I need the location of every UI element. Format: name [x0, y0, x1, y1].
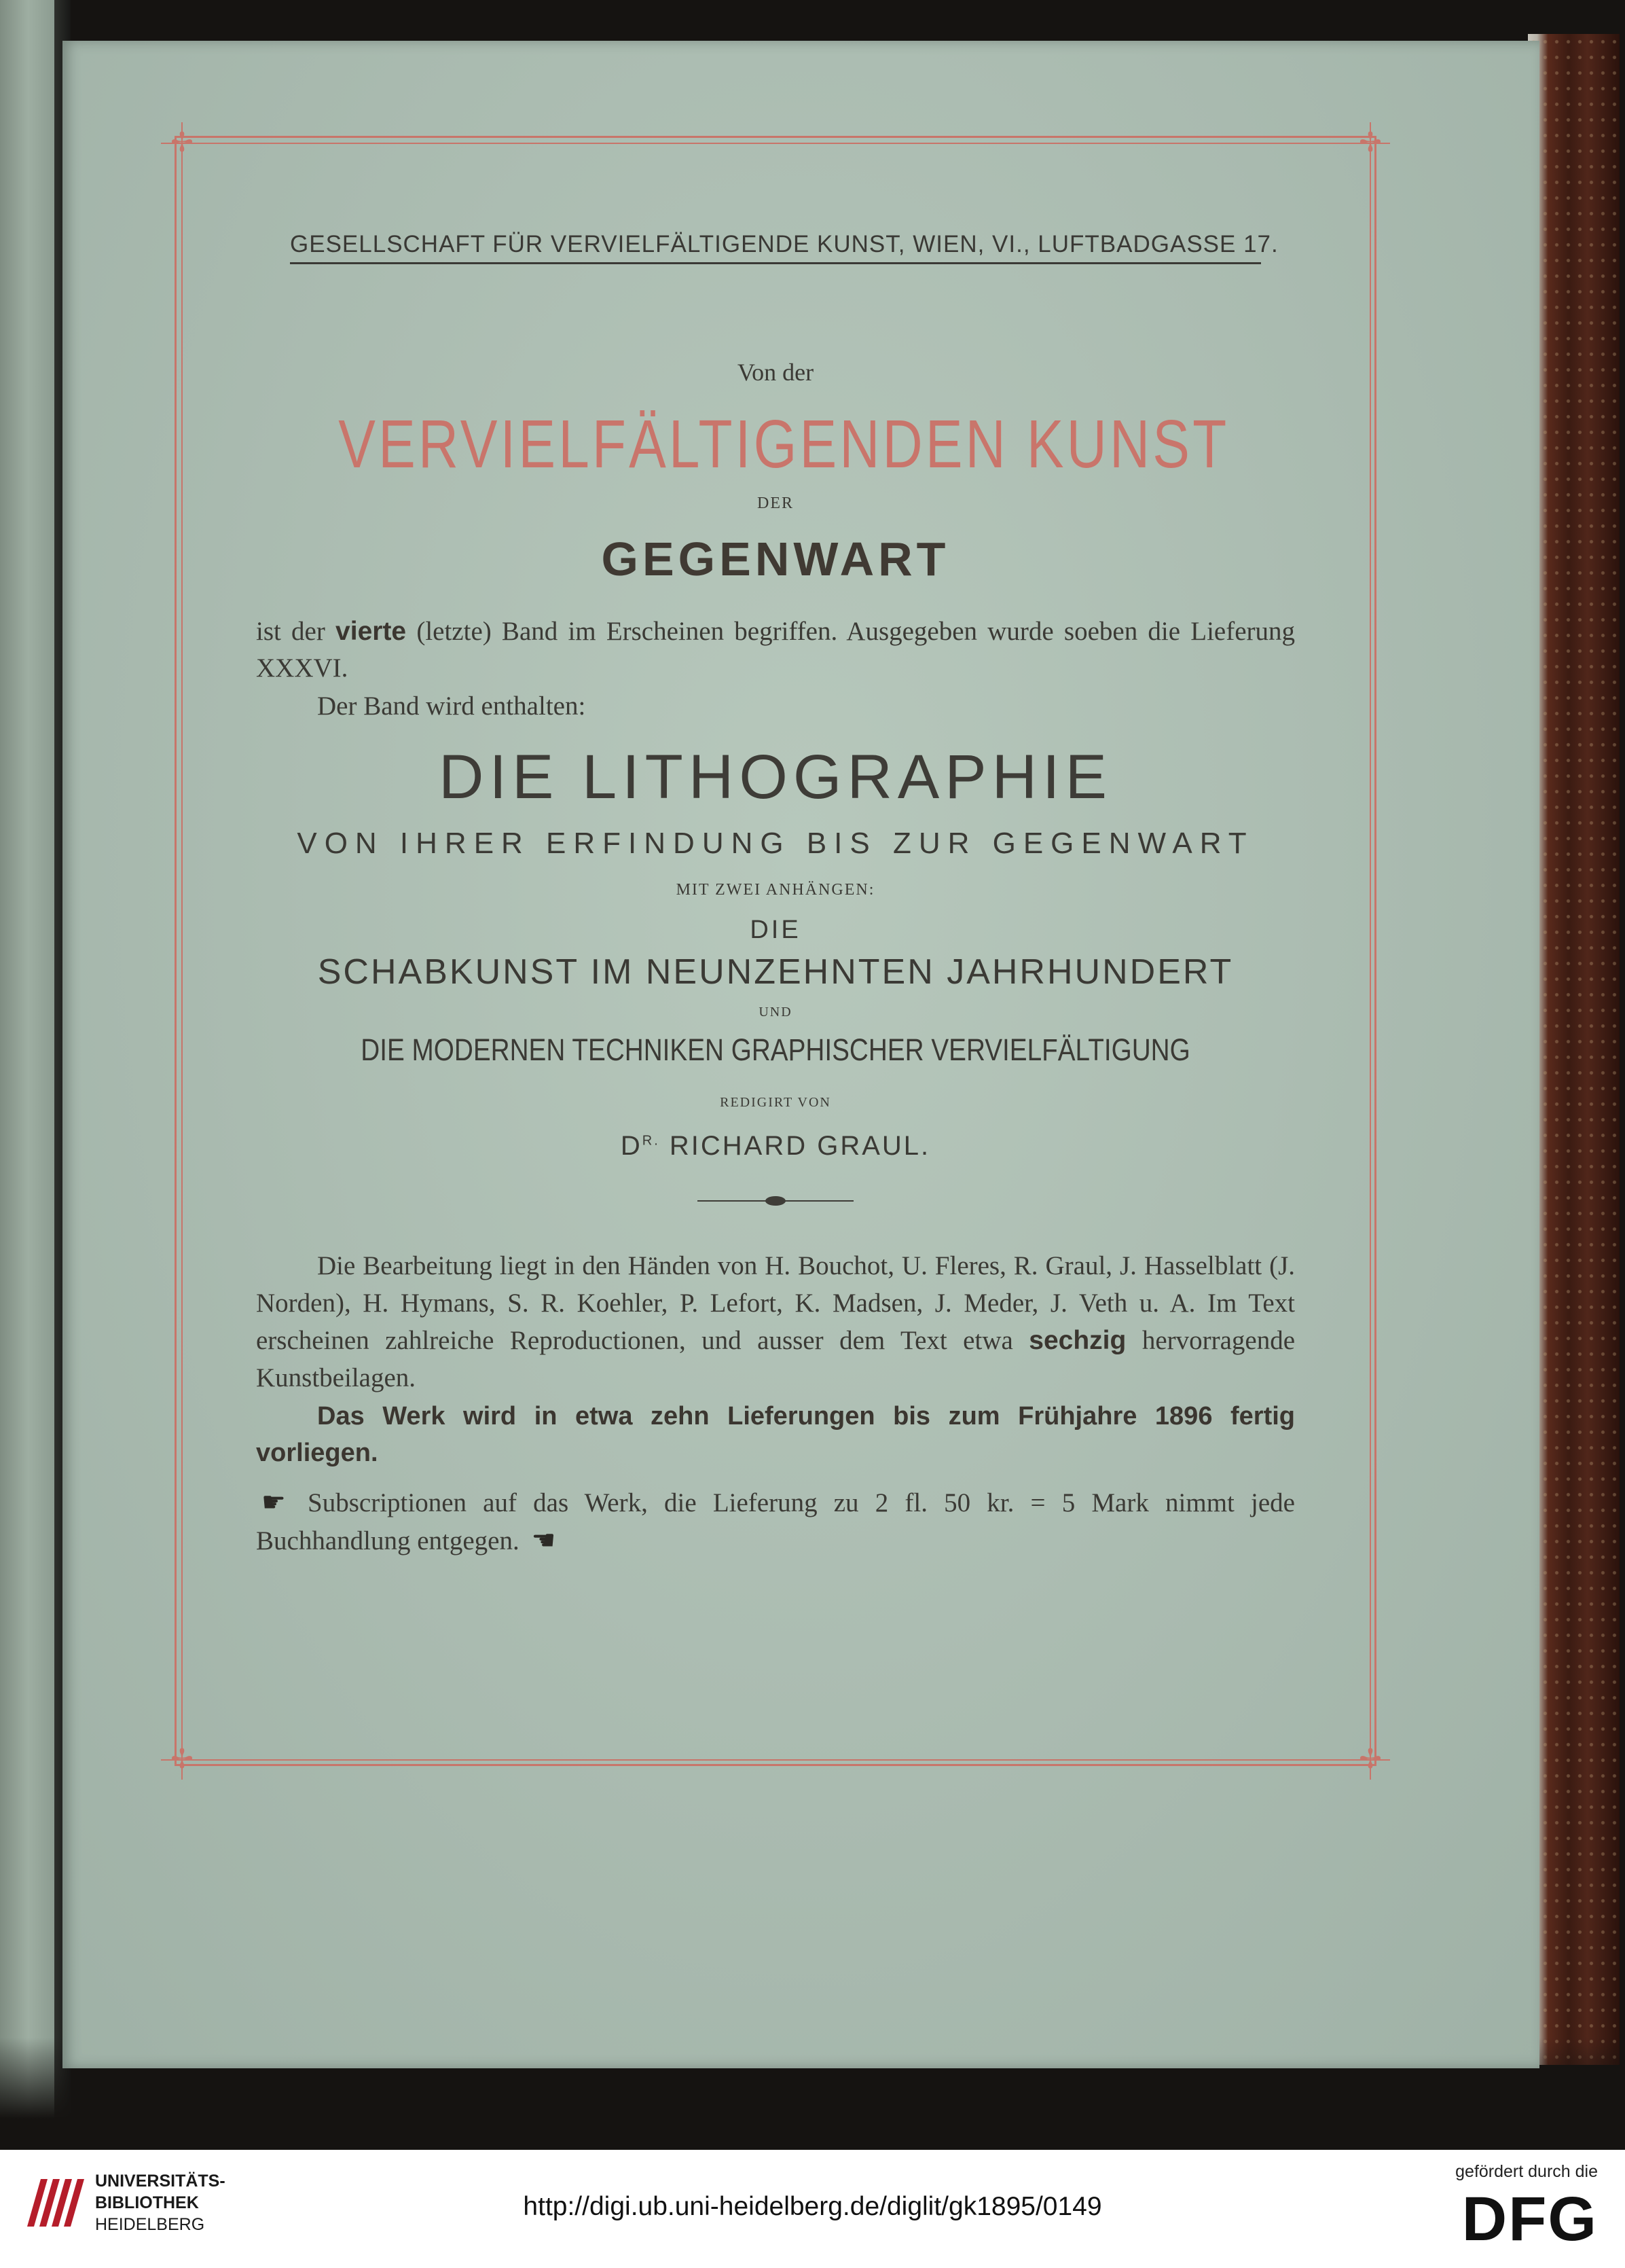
- band-contents-intro: Der Band wird enthalten:: [317, 691, 586, 721]
- corner-ornament-icon: ✢: [1359, 1744, 1382, 1774]
- frame-line-top: [161, 143, 1390, 144]
- subscription-text: Subscriptionen auf das Werk, die Lieferung zu 2 fl. 50 kr. = 5 Mark nimmt jede Buchhandlung entgegen.: [256, 1488, 1295, 1555]
- library-line-2: BIBLIOTHEK: [95, 2193, 199, 2212]
- title-der: DER: [757, 494, 794, 512]
- appendix-one-title: SCHABKUNST IM NEUNZEHNTEN JAHRHUNDERT: [317, 952, 1234, 992]
- title-prefix: Von der: [737, 359, 814, 386]
- funding-note: gefördert durch die: [1455, 2162, 1598, 2181]
- intro-bold-word: vierte: [335, 617, 407, 646]
- permalink-url[interactable]: http://digi.ub.uni-heidelberg.de/diglit/gk1895/0149: [523, 2192, 1102, 2221]
- contributors-bold: sechzig: [1029, 1326, 1127, 1355]
- appendix-and: UND: [759, 1005, 792, 1020]
- title-gegenwart: GEGENWART: [601, 533, 950, 586]
- digitization-footer: [0, 2150, 1625, 2268]
- intro-text: (letzte) Band im Erscheinen begriffen. Ausgegeben wurde soeben die Lieferung XXXVI.: [256, 617, 1295, 683]
- editor-name: [242, 1131, 1309, 1162]
- intro-text: ist der: [256, 617, 325, 646]
- cover-texture: [1528, 34, 1620, 2065]
- scanned-page: [62, 41, 1539, 2068]
- frame-line-bottom: [161, 1759, 1390, 1761]
- book-cover-edge: [1528, 34, 1620, 2065]
- divider-ornament-icon: [765, 1196, 786, 1206]
- editor-fullname: RICHARD GRAUL.: [669, 1131, 931, 1161]
- editor-note: REDIGIRT VON: [720, 1095, 831, 1110]
- contributors-text: Die Bearbeitung liegt in den Händen von H. Bouchot, U. Fleres, R. Graul, J. Hasselblatt (J. Norden), H. Hymans, S. R. Koehler, P. Lefort, K. Madsen, J. Meder, J. Veth u. A. Im Text erscheinen zahlreiche Reproductionen, und ausser dem Text etwa: [256, 1251, 1295, 1355]
- completion-announcement: Das Werk wird in etwa zehn Lieferungen bis zum Frühjahre 1896 fertig vorliegen.: [256, 1402, 1295, 1467]
- appendix-article: DIE: [750, 916, 801, 944]
- intro-paragraph: [242, 613, 1309, 687]
- frame-line-left: [181, 122, 183, 1780]
- appendix-note: MIT ZWEI ANHÄNGEN:: [676, 881, 875, 899]
- editor-suffix: R.: [642, 1133, 660, 1149]
- corner-ornament-icon: ✢: [170, 127, 194, 158]
- page-content: [242, 197, 1309, 1560]
- dfg-logo: DFG: [1461, 2184, 1598, 2254]
- ornamental-divider: [697, 1194, 854, 1208]
- section-title-lithographie: DIE LITHOGRAPHIE: [439, 742, 1112, 812]
- left-page-edge: [0, 0, 71, 2146]
- appendix-two-title: DIE MODERNEN TECHNIKEN GRAPHISCHER VERVIELFÄLTIGUNG: [361, 1032, 1190, 1067]
- pointing-hand-left-icon: ☚: [531, 1525, 556, 1555]
- pointing-hand-right-icon: ☛: [261, 1487, 286, 1517]
- main-title: VERVIELFÄLTIGENDEN KUNST: [338, 406, 1230, 482]
- library-line-3: HEIDELBERG: [95, 2215, 205, 2234]
- contributors-text-end: hervorragende Kunstbeilagen.: [256, 1326, 1296, 1392]
- contributors-paragraph: [242, 1247, 1309, 1397]
- frame-line-right: [1370, 122, 1371, 1780]
- section-subtitle: VON IHRER ERFINDUNG BIS ZUR GEGENWART: [297, 827, 1254, 860]
- society-header: GESELLSCHAFT FÜR VERVIELFÄLTIGENDE KUNST, WIEN, VI., LUFTBADGASSE 17.: [290, 231, 1261, 264]
- library-line-1: UNIVERSITÄTS-: [95, 2172, 225, 2191]
- corner-ornament-icon: ✢: [1359, 127, 1382, 158]
- editor-prefix: D: [620, 1131, 642, 1161]
- corner-ornament-icon: ✢: [170, 1744, 194, 1774]
- subscription-paragraph: [242, 1483, 1309, 1560]
